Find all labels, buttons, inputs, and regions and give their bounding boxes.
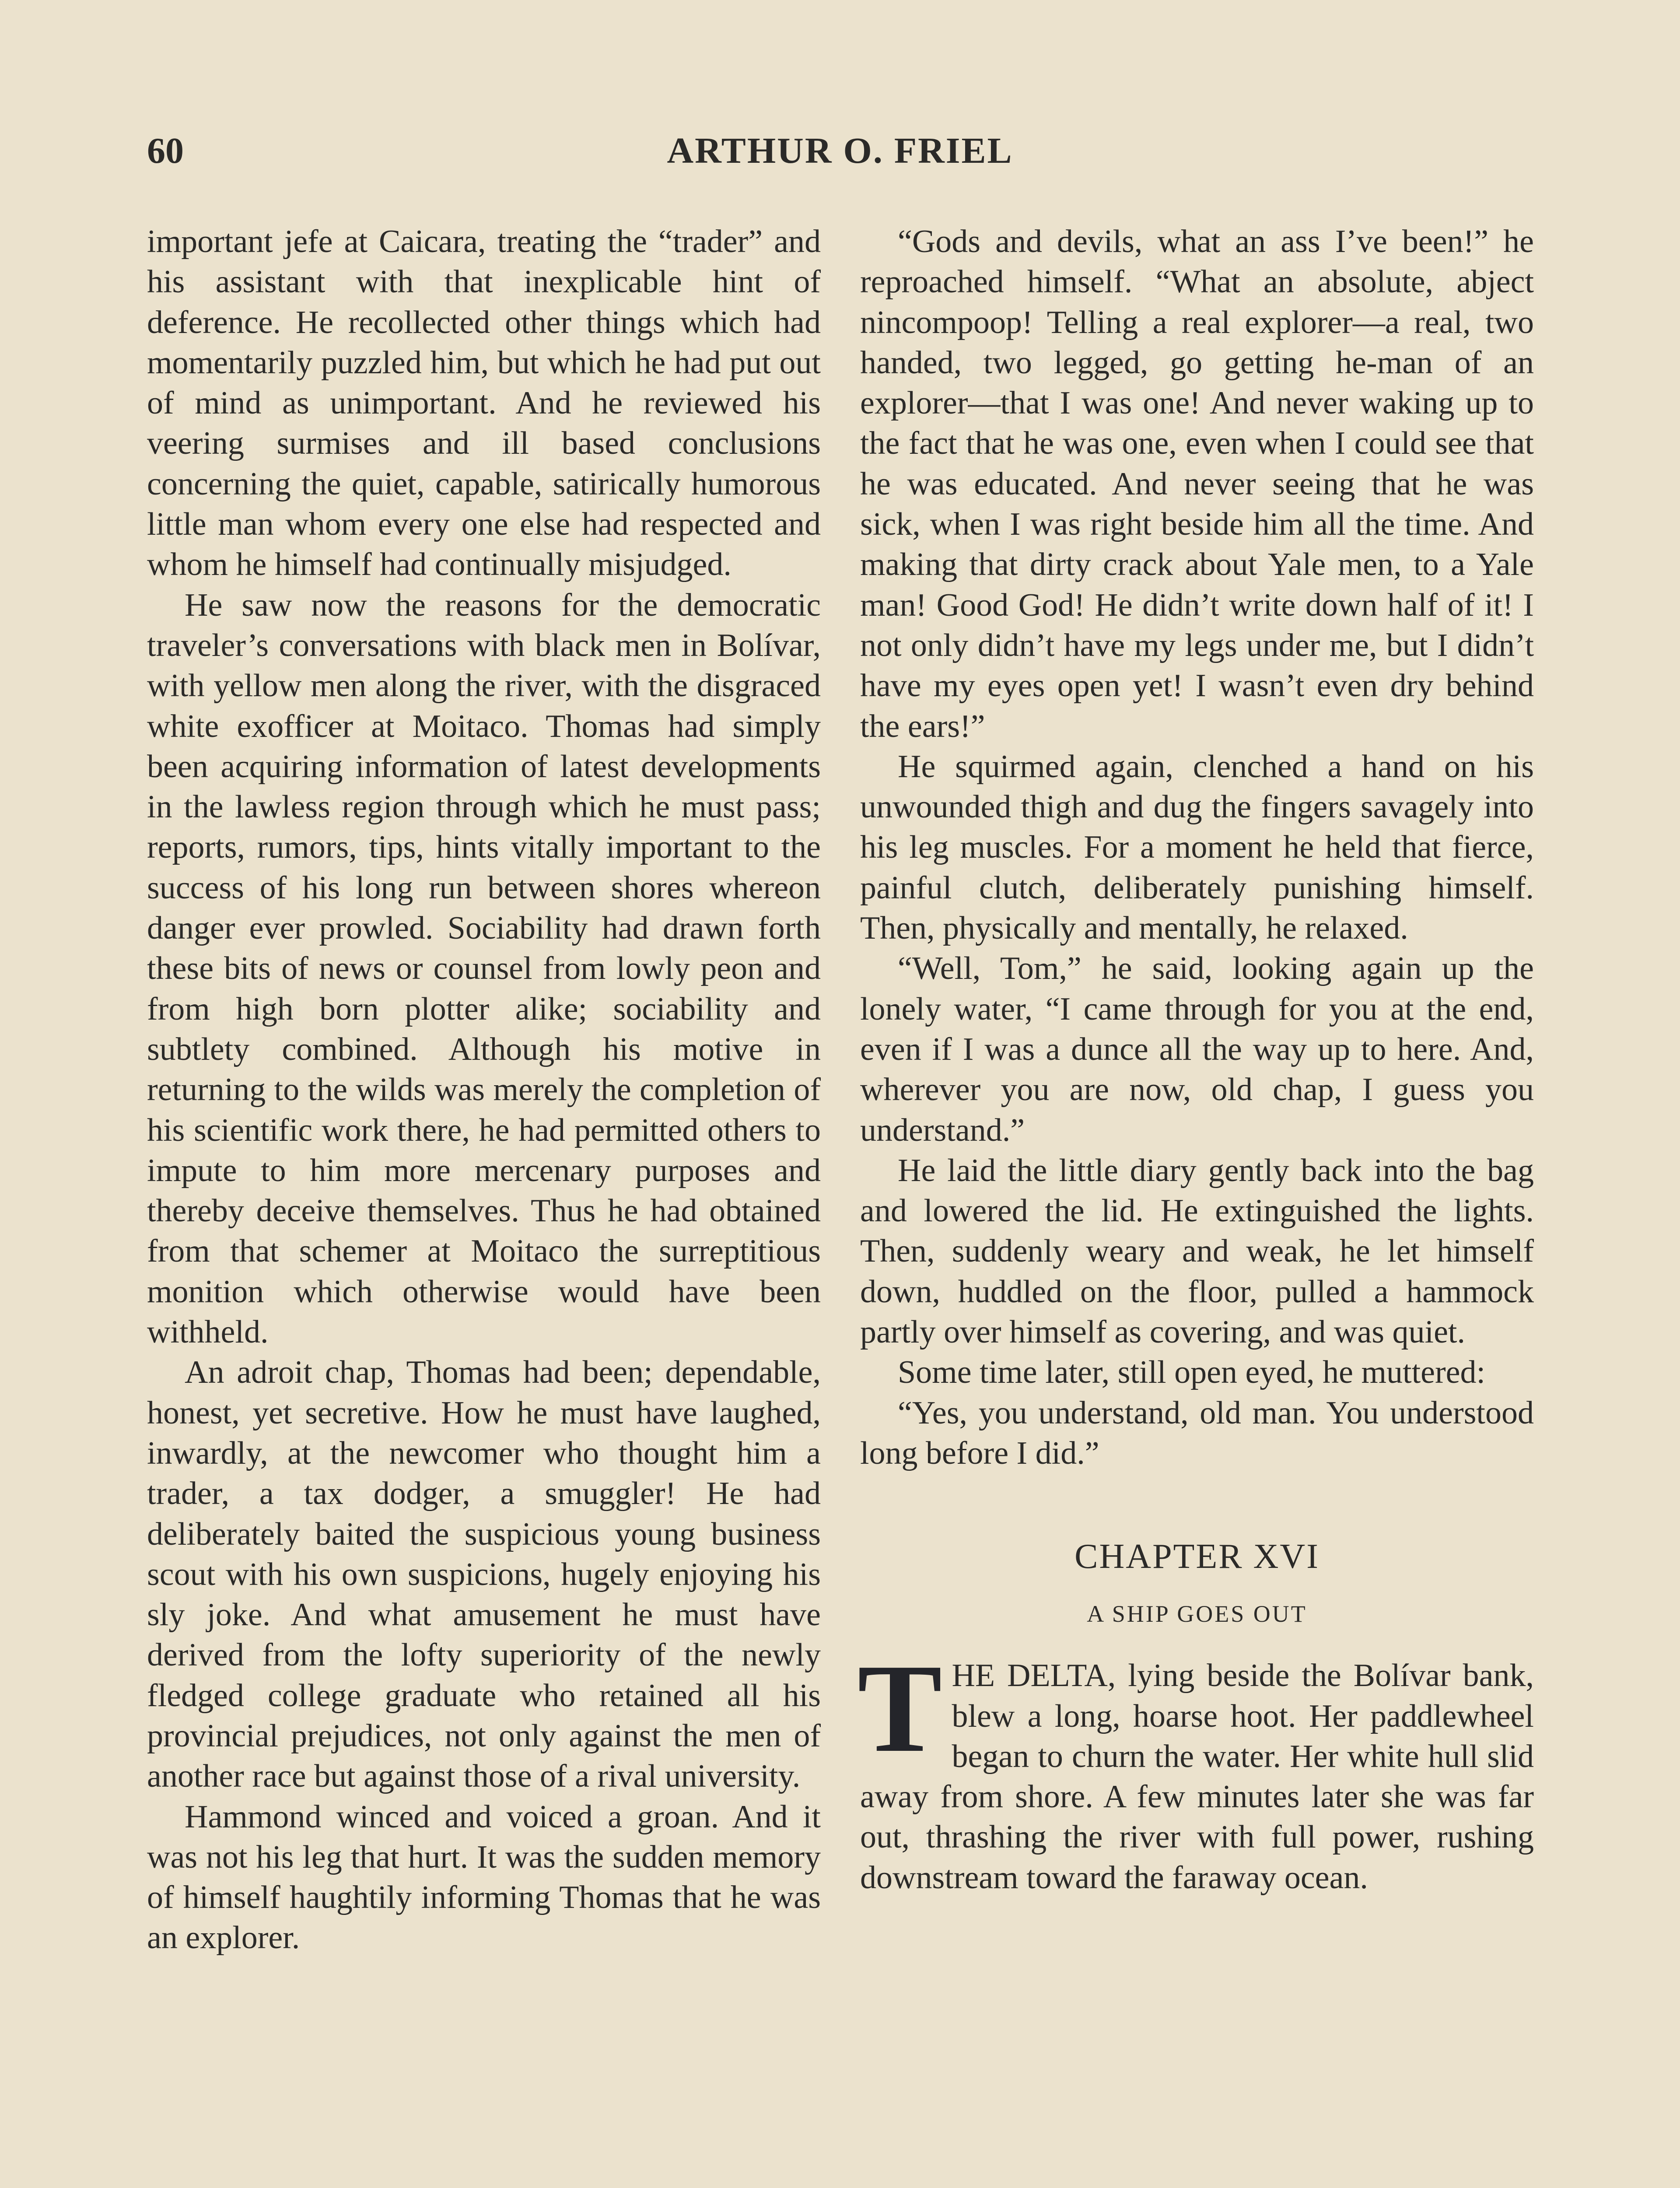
running-head xyxy=(0,130,1680,178)
right-column xyxy=(860,221,1534,1898)
paragraph: “Gods and devils, what an ass I’ve been!” he reproached himself. “What an absolute, abject nincompoop! Telling a real explorer—a real, two handed, two legged, go getting he-man of an explorer—that I was one! And never waking up to the fact that he was one, even when I could see that he was educated. And never seeing that he was sick, when I was right beside him all the time. And making that dirty crack about Yale men, to a Yale man! Good God! He didn’t write down half of it! I not only didn’t have my legs under me, but I didn’t have my eyes open yet! I wasn’t even dry behind the ears!” xyxy=(860,224,1534,744)
left-column xyxy=(147,221,821,1958)
paragraph: Some time later, still open eyed, he muttered: xyxy=(898,1354,1486,1391)
chapter-opening xyxy=(858,1638,1534,1898)
paragraph: An adroit chap, Thomas had been; dependable, honest, yet secretive. How he must have laughed, inwardly, at the newcomer who thought him a trader, a tax dodger, a smuggler! He had deliberately baited the suspicious young business scout with his own suspicions, hugely enjoying his sly joke. And what amusement he must have derived from the lofty superiority of the newly fledged college graduate who retained all his provincial prejudices, not only against the men of another race but against those of a rival university. xyxy=(147,1354,821,1795)
author-name: ARTHUR O. FRIEL xyxy=(667,130,1013,171)
paragraph: “Well, Tom,” he said, looking again up the lonely water, “I came through for you at the end, even if I was a dunce all the way up to here. And, wherever you are now, old chap, I guess you understand.” xyxy=(860,950,1534,1148)
chapter-opening-paragraph: HE DELTA, lying beside the Bolívar bank, blew a long, hoarse hoot. Her paddlewheel began to churn the water. Her white hull slid away from shore. A few minutes later she was far out, thrashing the river with full power, rushing downstream toward the faraway ocean. xyxy=(860,1658,1534,1896)
drop-cap: T xyxy=(858,1638,942,1779)
paragraph: important jefe at Caicara, treating the “trader” and his assistant with that inexplicable hint of deference. He recollected other things which had momentarily puzzled him, but which he had put out of mind as unimportant. And he reviewed his veering surmises and ill based conclusions concerning the quiet, capable, satirically humorous little man whom every one else had respected and whom he himself had continually misjudged. xyxy=(147,224,821,583)
paragraph: He laid the little diary gently back into the bag and lowered the lid. He extinguished the lights. Then, suddenly weary and weak, he let himself down, huddled on the floor, pulled a hammock partly over himself as covering, and was quiet. xyxy=(860,1152,1534,1350)
paragraph: “Yes, you understand, old man. You understood long before I did.” xyxy=(860,1395,1534,1471)
paragraph: He saw now the reasons for the democratic traveler’s conversations with black men in Bolívar, with yellow men along the river, with the disgraced white exofficer at Moitaco. Thomas had simply been acquiring information of latest developments in the lawless region through which he must pass; reports, rumors, tips, hints vitally important to the success of his long run between shores whereon danger ever prowled. Sociability had drawn forth these bits of news or counsel from lowly peon and from high born plotter alike; sociability and subtlety combined. Although his motive in returning to the wilds was merely the completion of his scientific work there, he had permitted others to impute to him more mercenary purposes and thereby deceive themselves. Thus he had obtained from that schemer at Moitaco the surreptitious monition which otherwise would have been withheld. xyxy=(147,587,821,1350)
page-number: 60 xyxy=(147,130,184,171)
paragraph: He squirmed again, clenched a hand on his unwounded thigh and dug the fingers savagely into his leg muscles. For a moment he held that fierce, painful clutch, deliberately punishing himself. Then, physically and mentally, he relaxed. xyxy=(860,748,1534,947)
paragraph: Hammond winced and voiced a groan. And it was not his leg that hurt. It was the sudden memory of himself haughtily informing Thomas that he was an explorer. xyxy=(147,1799,821,1956)
chapter-title: CHAPTER XVI xyxy=(1074,1537,1320,1576)
chapter-subtitle: A SHIP GOES OUT xyxy=(1087,1601,1307,1627)
